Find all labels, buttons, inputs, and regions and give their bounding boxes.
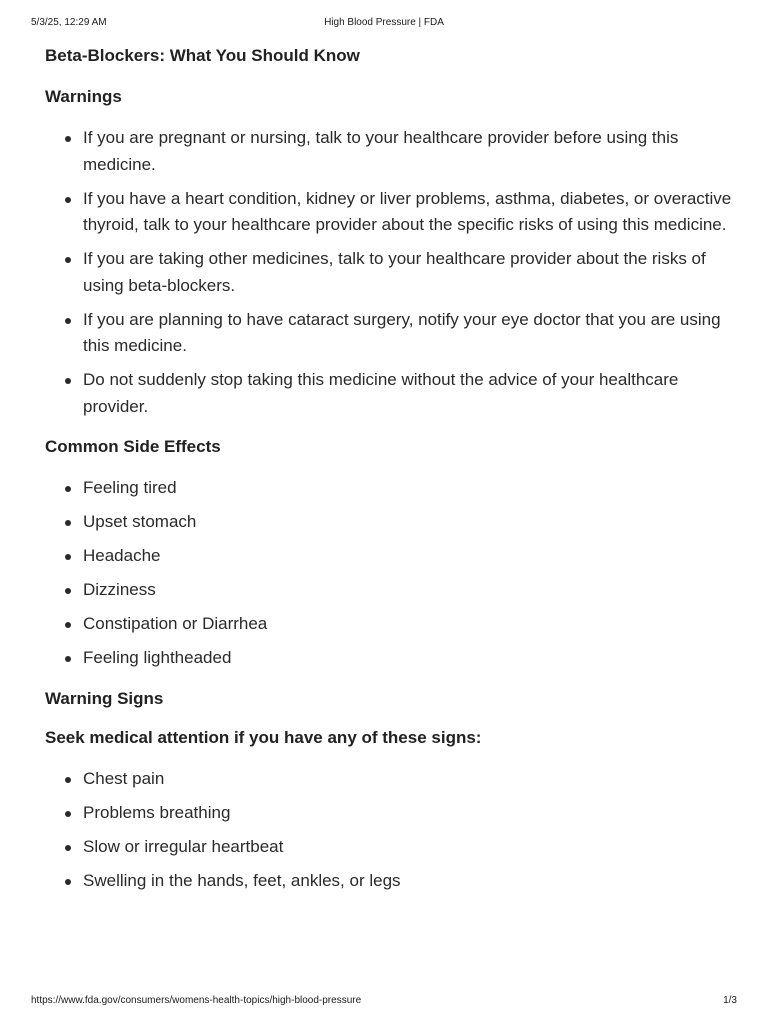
list-item-text: Swelling in the hands, feet, ankles, or legs [83,870,401,890]
list-item [45,766,735,793]
bullet-icon [65,588,71,594]
list-item [45,246,735,299]
article-content [45,45,735,910]
bullet-icon [65,879,71,885]
list-item [45,543,735,570]
list-item-text: If you are planning to have cataract surgery, notify your eye doctor that you are using this medicine. [83,309,721,355]
bullet-icon [65,486,71,492]
list-item-text: Upset stomach [83,512,197,531]
list-item [45,509,735,536]
print-url: https://www.fda.gov/consumers/womens-health-topics/high-blood-pressure [31,995,362,1006]
bullet-icon [65,554,71,560]
list-item-text: If you are pregnant or nursing, talk to your healthcare provider before using this medicine. [83,128,679,174]
list-item-text: Dizziness [83,580,156,599]
list-item-text: Headache [83,546,161,565]
list-item-text: Problems breathing [83,802,231,822]
list-item [45,800,735,827]
list-item [45,186,735,239]
warning-signs-list [45,766,735,895]
print-page-number: 1/3 [723,995,737,1006]
print-header [31,17,737,31]
list-item-text: Do not suddenly stop taking this medicine without the advice of your healthcare provider. [83,370,679,416]
list-item [45,834,735,861]
bullet-icon [65,845,71,851]
list-item-text: Feeling lightheaded [83,648,232,667]
bullet-icon [65,197,71,203]
list-item [45,645,735,672]
list-item-text: If you are taking other medicines, talk to your healthcare provider about the risks of using beta-blockers. [83,249,706,295]
list-item [45,125,735,178]
list-item-text: Chest pain [83,768,165,788]
bullet-icon [65,378,71,384]
bullet-icon [65,622,71,628]
bullet-icon [65,811,71,817]
print-datetime: 5/3/25, 12:29 AM [31,17,107,28]
bullet-icon [65,777,71,783]
print-page-title: High Blood Pressure | FDA [324,17,444,28]
list-item-text: Constipation or Diarrhea [83,614,268,633]
list-item-text: If you have a heart condition, kidney or liver problems, asthma, diabetes, or overactive thyroid, talk to your healthcare provider about the specific risks of using this medicine. [83,188,732,234]
warnings-heading: Warnings [45,87,122,106]
list-item [45,367,735,420]
warnings-list [45,125,735,420]
list-item [45,611,735,638]
side-effects-heading: Common Side Effects [45,437,221,456]
print-footer [31,995,737,1009]
list-item-text: Slow or irregular heartbeat [83,836,284,856]
bullet-icon [65,318,71,324]
warning-signs-heading: Warning Signs [45,688,164,708]
list-item [45,307,735,360]
list-item-text: Feeling tired [83,478,177,497]
bullet-icon [65,136,71,142]
side-effects-list [45,475,735,672]
list-item [45,475,735,502]
warning-signs-subheading: Seek medical attention if you have any of these signs: [45,727,482,747]
bullet-icon [65,520,71,526]
list-item [45,868,735,895]
bullet-icon [65,656,71,662]
bullet-icon [65,257,71,263]
list-item [45,577,735,604]
article-title: Beta-Blockers: What You Should Know [45,46,360,65]
